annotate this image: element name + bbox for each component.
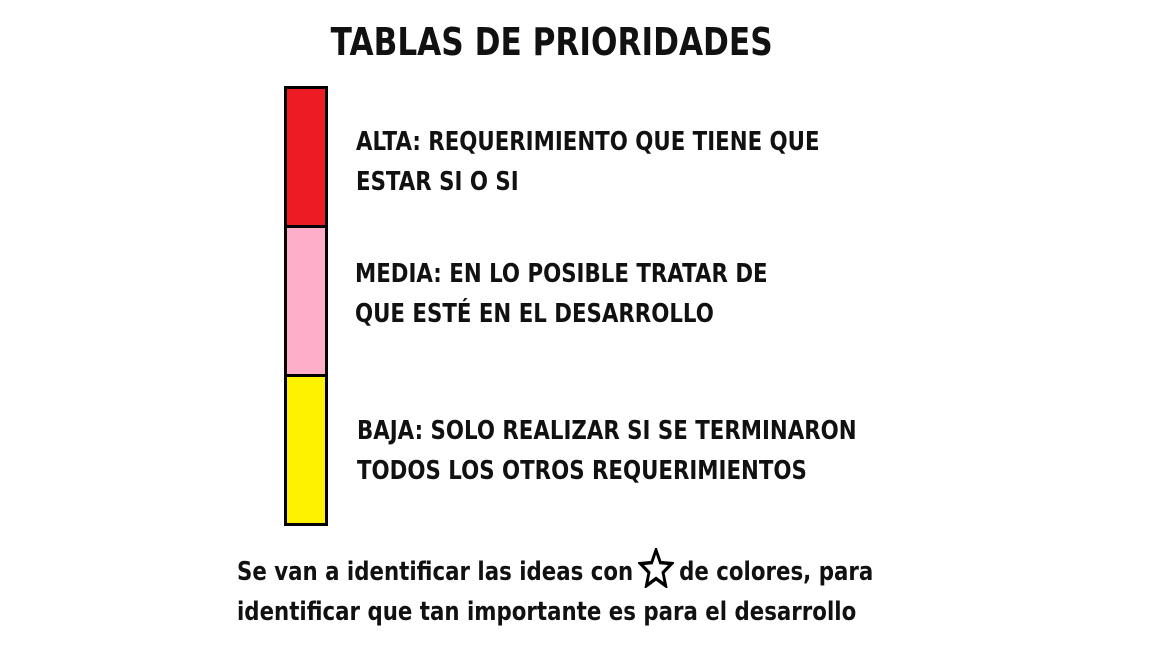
priority-label-baja-line1: BAJA: SOLO REALIZAR SI SE TERMINARON [357,416,857,446]
priority-label-baja-line2: TODOS LOS OTROS REQUERIMIENTOS [357,456,807,486]
priority-label-alta-line2: ESTAR SI O SI [356,167,519,197]
footer-line1 [237,548,873,592]
footer-line2: identificar que tan importante es para el desarrollo [237,597,857,627]
priority-label-alta-line1: ALTA: REQUERIMIENTO QUE TIENE QUE [356,127,820,157]
priority-color-bar [284,86,328,526]
priority-label-baja [357,411,857,491]
star-icon [638,548,674,588]
priority-label-media-line1: MEDIA: EN LO POSIBLE TRATAR DE [355,259,768,289]
priority-label-alta [356,122,820,202]
footer-text-after-star: de colores, para [679,557,874,587]
priority-swatch-baja [287,377,325,523]
priority-swatch-media [287,228,325,377]
footer-text-before-star: Se van a identificar las ideas con [237,557,634,587]
footer-note [237,548,873,632]
priority-swatch-alta [287,89,325,228]
page-title: TABLAS DE PRIORIDADES [330,20,773,64]
priority-label-media-line2: QUE ESTÉ EN EL DESARROLLO [355,299,714,329]
priority-label-media [355,254,768,334]
